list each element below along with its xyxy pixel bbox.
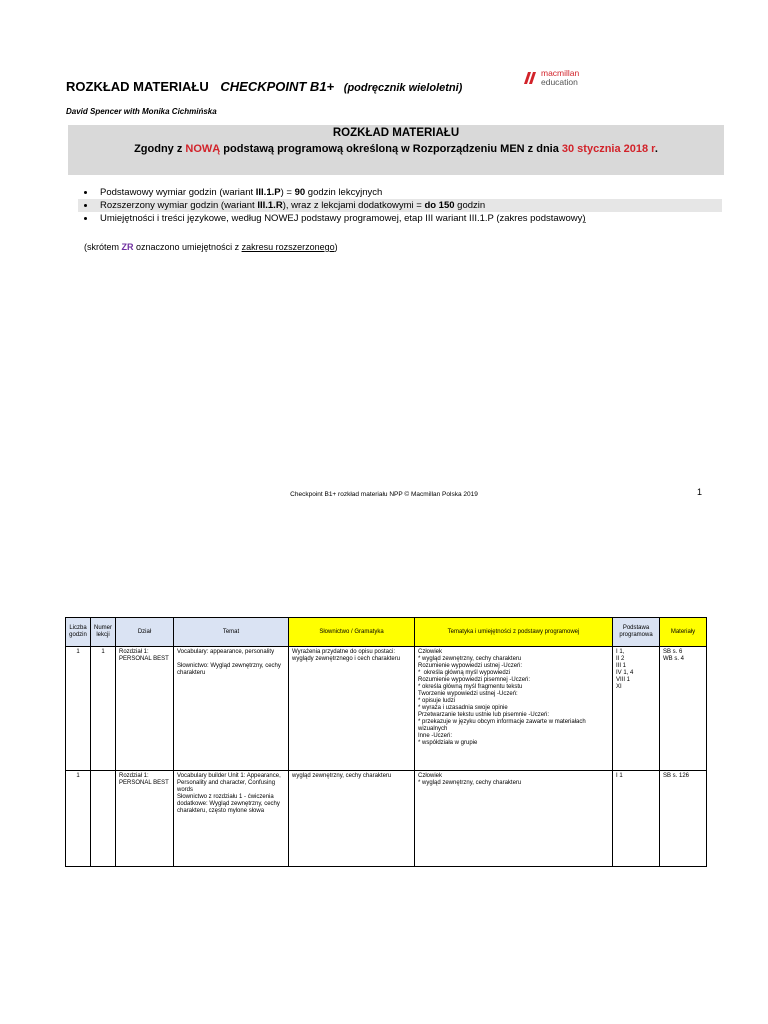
bullet-text: godzin [454, 200, 486, 211]
cell-vocab-text: Wyrażenia przydatne do opisu postaci: wyglądy zewnętrznego i cech charakteru [292, 649, 401, 662]
note-text: (skrótem [84, 242, 122, 252]
table-row [66, 771, 707, 867]
cell-materials-text: SB s. 126 [663, 773, 690, 779]
cell-topic [174, 647, 289, 771]
page-number: 1 [697, 487, 703, 497]
abbreviation-note [84, 242, 338, 252]
note-abbreviation: ZR [121, 242, 134, 252]
header-basis: Podstawa programowa [613, 618, 660, 647]
table-row [66, 647, 707, 771]
bullet-text: Podstawowy wymiar godzin (wariant [100, 187, 256, 198]
cell-skills [415, 647, 613, 771]
macmillan-logo [524, 69, 594, 89]
cell-unit-text: Rozdział 1: PERSONAL BEST [119, 649, 169, 662]
cell-unit [116, 647, 174, 771]
banner-date: 30 stycznia 2018 r [561, 143, 655, 155]
title-main: ROZKŁAD MATERIAŁU [66, 79, 209, 94]
cell-basis [613, 771, 660, 867]
cell-topic-text: Vocabulary: appearance, personality Słownictwo: Wygląd zewnętrzny, cechy charakteru [177, 649, 281, 676]
note-text: oznaczono umiejętności z [133, 242, 242, 252]
title-book: CHECKPOINT B1+ [220, 79, 335, 94]
cell-materials [660, 771, 707, 867]
bullet-item [78, 199, 722, 212]
banner-text-a: Zgodny z [134, 143, 186, 155]
logo-line2: education [541, 77, 578, 87]
bullet-bold: 90 [294, 187, 306, 198]
cell-skills-text: Człowiek * wygląd zewnętrzny, cechy charakteru [418, 773, 522, 786]
banner-text-c: podstawą programową określoną w Rozporządzeniu MEN z dnia [220, 143, 562, 155]
cell-unit [116, 771, 174, 867]
lesson-plan-table [65, 617, 707, 867]
cell-topic-text: Vocabulary builder Unit 1: Appearance, Personality and character, Confusing words Słownictwo z rozdziału 1 - ćwiczenia dodatkowe: Wygląd zewnętrzny, cechy charakteru, często mylone słowa [177, 773, 281, 814]
header-vocab: Słownictwo / Gramatyka [289, 618, 415, 647]
header-materials: Materiały [660, 618, 707, 647]
banner-text-e: . [654, 143, 658, 155]
bullet-text: ) [582, 213, 586, 224]
cell-basis-text: I 1 [616, 773, 623, 779]
page-footer: Checkpoint B1+ rozkład materiału NPP © Macmillan Polska 2019 [290, 491, 478, 498]
header-unit: Dział [116, 618, 174, 647]
cell-skills-text: Człowiek * wygląd zewnętrzny, cechy charakteru Rozumienie wypowiedzi ustnej -Uczeń: * określa główną myśl wypowiedzi Rozumienie wypowiedzi pisemnej -Uczeń: * określa główną myśl fragmentu tekstu Tworzenie wypowiedzi ustnej -Uczeń: * opisuje ludzi * wyraża i uzasadnia swoje opinie Przetwarzanie tekstu ustnie lub pisemnie -Uczeń: * przekazuje w języku obcym informacje zawarte w materiałach wizualnych Inne -Uczeń: * współdziała w grupie [418, 649, 586, 746]
bullet-icon [84, 191, 87, 194]
bullet-bold: do 150 [424, 200, 455, 211]
cell-vocab-text: wygląd zewnętrzny, cechy charakteru [292, 773, 392, 779]
bullet-text: ), wraz z lekcjami dodatkowymi = [282, 200, 425, 211]
bullet-item [78, 186, 722, 199]
table-header-row [66, 618, 707, 647]
header-skills: Tematyka i umiejętności z podstawy programowej [415, 618, 613, 647]
banner-heading: ROZKŁAD MATERIAŁU [332, 127, 460, 139]
document-title [66, 79, 462, 94]
logo-line1: macmillan [541, 68, 580, 78]
title-banner [68, 125, 724, 175]
cell-skills [415, 771, 613, 867]
bullet-bold: III.1.P [255, 187, 281, 198]
cell-lesson [91, 771, 116, 867]
title-subtitle: (podręcznik wieloletni) [343, 82, 463, 94]
cell-vocab [289, 771, 415, 867]
banner-subheading [68, 143, 724, 155]
header-topic: Temat [174, 618, 289, 647]
bullet-text: Rozszerzony wymiar godzin (wariant [100, 200, 258, 211]
macmillan-mark-icon [524, 72, 537, 84]
cell-materials-text: SB s. 6 WB s. 4 [663, 649, 685, 662]
bullet-icon [84, 204, 87, 207]
cell-lesson: 1 [91, 647, 116, 771]
bullet-list [78, 186, 722, 225]
note-underlined: zakresu rozszerzonego [241, 242, 335, 252]
note-text: ) [334, 242, 338, 252]
header-hours: Liczba godzin [66, 618, 91, 647]
bullet-text: ) = [280, 187, 295, 198]
cell-basis-text: I 1, II 2 III 1 IV 1, 4 VIII 1 XI [616, 649, 634, 690]
cell-hours: 1 [66, 647, 91, 771]
cell-vocab [289, 647, 415, 771]
cell-basis [613, 647, 660, 771]
bullet-item [78, 212, 722, 225]
bullet-bold: III.1.R [257, 200, 283, 211]
bullet-text: godzin lekcyjnych [305, 187, 383, 198]
cell-materials [660, 647, 707, 771]
cell-topic [174, 771, 289, 867]
authors: David Spencer with Monika Cichmińska [66, 107, 217, 116]
banner-text-new: NOWĄ [185, 143, 221, 155]
header-lesson: Numer lekcji [91, 618, 116, 647]
cell-hours: 1 [66, 771, 91, 867]
cell-unit-text: Rozdział 1: PERSONAL BEST [119, 773, 169, 786]
bullet-text: Umiejętności i treści językowe, według NOWEJ podstawy programowej, etap III wariant III.1.P (zakres podstawowy [100, 213, 583, 224]
bullet-icon [84, 217, 87, 220]
